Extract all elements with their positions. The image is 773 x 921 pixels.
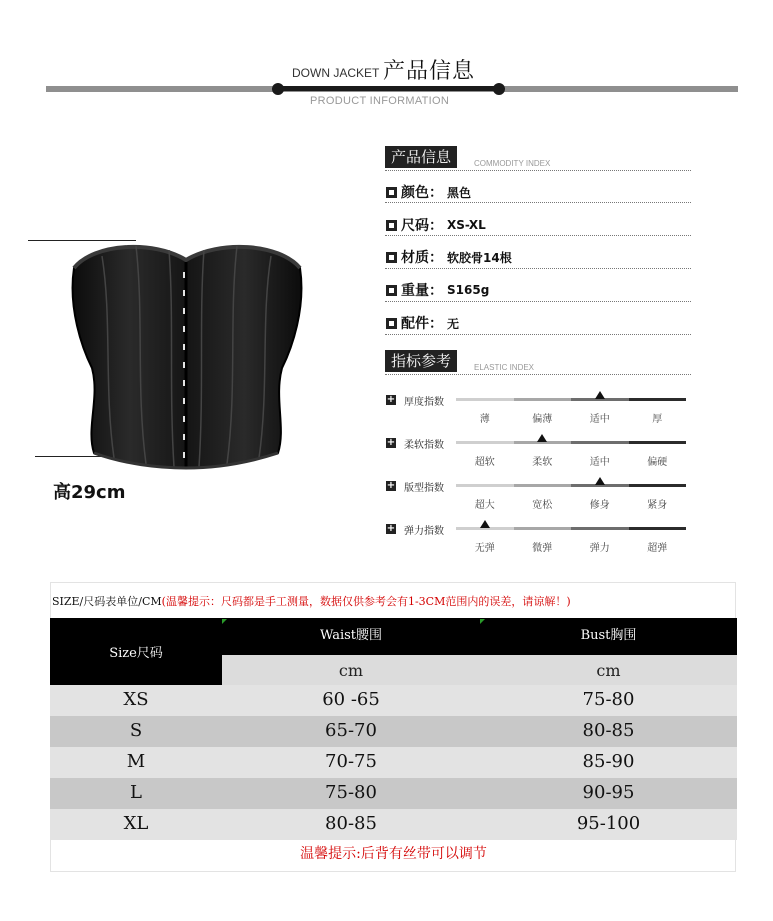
info-key: 配件：	[401, 316, 443, 332]
index-bar	[456, 398, 686, 401]
divider	[385, 334, 691, 335]
index-option: 超弹	[647, 543, 668, 554]
info-value: 软胶骨14根	[447, 250, 512, 265]
info-row-color	[386, 182, 471, 202]
header-rule-accent	[278, 86, 500, 91]
header-dot-left	[272, 83, 284, 95]
cell-size: L	[130, 782, 142, 803]
info-row-accessory	[386, 313, 459, 333]
cell-waist: 70-75	[325, 751, 377, 772]
header-size: Size尺码	[50, 618, 222, 685]
info-value: S165g	[447, 283, 490, 297]
elastic-title: 指标参考	[385, 350, 457, 372]
index-bar	[456, 484, 686, 487]
cell-bust: 75-80	[582, 689, 635, 710]
index-row-elasticity	[386, 524, 686, 564]
index-option: 修身	[589, 500, 610, 511]
cell-waist: 75-80	[325, 782, 377, 803]
commodity-subtitle: COMMODITY INDEX	[474, 159, 551, 168]
index-label: 柔软指数	[404, 440, 444, 451]
index-option: 适中	[589, 414, 610, 425]
size-table	[50, 618, 737, 840]
index-option: 微弹	[532, 543, 553, 554]
index-marker	[595, 477, 605, 485]
index-label: 版型指数	[404, 483, 444, 494]
header-bust: Bust胸围	[580, 628, 637, 643]
index-option: 偏薄	[532, 414, 553, 425]
index-row-softness	[386, 438, 686, 478]
header-cn-title: 产品信息	[383, 59, 476, 84]
info-value: XS-XL	[447, 218, 486, 232]
cell-size: M	[126, 751, 146, 772]
header-en-title: DOWN JACKET	[292, 66, 380, 80]
info-value: 黑色	[447, 185, 472, 200]
plus-icon: +	[386, 480, 396, 491]
product-image	[64, 238, 309, 470]
size-note-warning: (温馨提示：尺码都是手工测量，数据仅供参考会有1-3CM范围内的误差，请谅解！)	[161, 595, 571, 608]
index-options	[456, 410, 686, 425]
index-marker	[537, 434, 547, 442]
info-key: 尺码：	[401, 218, 443, 234]
divider	[385, 268, 691, 269]
info-key: 材质：	[401, 250, 443, 266]
unit-waist: cm	[338, 661, 364, 680]
divider	[385, 374, 691, 375]
size-footer-note: 温馨提示:后背有丝带可以调节	[300, 846, 487, 862]
index-option: 厚	[652, 414, 663, 425]
index-option: 超大	[474, 500, 495, 511]
index-option: 超软	[474, 457, 495, 468]
bullet-icon	[386, 220, 397, 231]
index-options	[456, 496, 686, 511]
elastic-subtitle: ELASTIC INDEX	[474, 363, 535, 372]
cell-bust: 90-95	[582, 782, 635, 803]
cell-size: XL	[123, 813, 149, 834]
info-row-size	[386, 215, 486, 235]
index-option: 偏硬	[647, 457, 668, 468]
cell-bust: 95-100	[576, 813, 641, 834]
index-bar	[456, 441, 686, 444]
index-label: 厚度指数	[404, 397, 444, 408]
index-row-thickness	[386, 395, 686, 435]
info-key: 重量：	[401, 283, 443, 299]
header-waist: Waist腰围	[319, 628, 383, 643]
commodity-title: 产品信息	[385, 146, 457, 168]
cell-bust: 85-90	[582, 751, 635, 772]
size-note	[52, 593, 571, 609]
cell-waist: 80-85	[325, 813, 377, 834]
info-row-material	[386, 247, 512, 267]
cell-waist: 65-70	[325, 720, 377, 741]
size-table-header	[50, 618, 737, 685]
header-dot-right	[493, 83, 505, 95]
cell-size: XS	[123, 689, 149, 710]
index-options	[456, 539, 686, 554]
info-key: 颜色：	[401, 185, 443, 201]
info-value: 无	[447, 316, 460, 331]
header-subtitle: PRODUCT INFORMATION	[310, 95, 450, 107]
plus-icon: +	[386, 394, 396, 405]
table-row	[50, 747, 737, 778]
table-row	[50, 685, 737, 716]
product-height-label: 高29cm	[53, 482, 126, 503]
index-option: 无弹	[474, 543, 495, 554]
index-marker	[480, 520, 490, 528]
index-label: 弹力指数	[404, 526, 444, 537]
bullet-icon	[386, 187, 397, 198]
index-option: 柔软	[532, 457, 553, 468]
index-option: 适中	[589, 457, 610, 468]
index-option: 紧身	[647, 500, 668, 511]
size-note-prefix: SIZE/尺码表单位/CM	[52, 595, 162, 608]
divider	[385, 235, 691, 236]
plus-icon: +	[386, 523, 396, 534]
table-row	[50, 809, 737, 840]
bullet-icon	[386, 252, 397, 263]
table-row	[50, 778, 737, 809]
cell-waist: 60 -65	[322, 689, 380, 710]
info-row-weight	[386, 280, 489, 300]
cell-size: S	[129, 720, 143, 741]
cell-bust: 80-85	[582, 720, 635, 741]
index-options	[456, 453, 686, 468]
table-row	[50, 716, 737, 747]
header-units	[222, 655, 737, 685]
bullet-icon	[386, 285, 397, 296]
divider	[385, 170, 691, 171]
index-marker	[595, 391, 605, 399]
bullet-icon	[386, 318, 397, 329]
index-option: 宽松	[532, 500, 553, 511]
index-row-fit	[386, 481, 686, 521]
divider	[385, 202, 691, 203]
index-option: 弹力	[589, 543, 610, 554]
unit-bust: cm	[596, 661, 621, 680]
index-bar	[456, 527, 686, 530]
index-option: 薄	[479, 414, 490, 425]
header-measurements	[222, 618, 737, 655]
divider	[385, 301, 691, 302]
plus-icon: +	[386, 437, 396, 448]
